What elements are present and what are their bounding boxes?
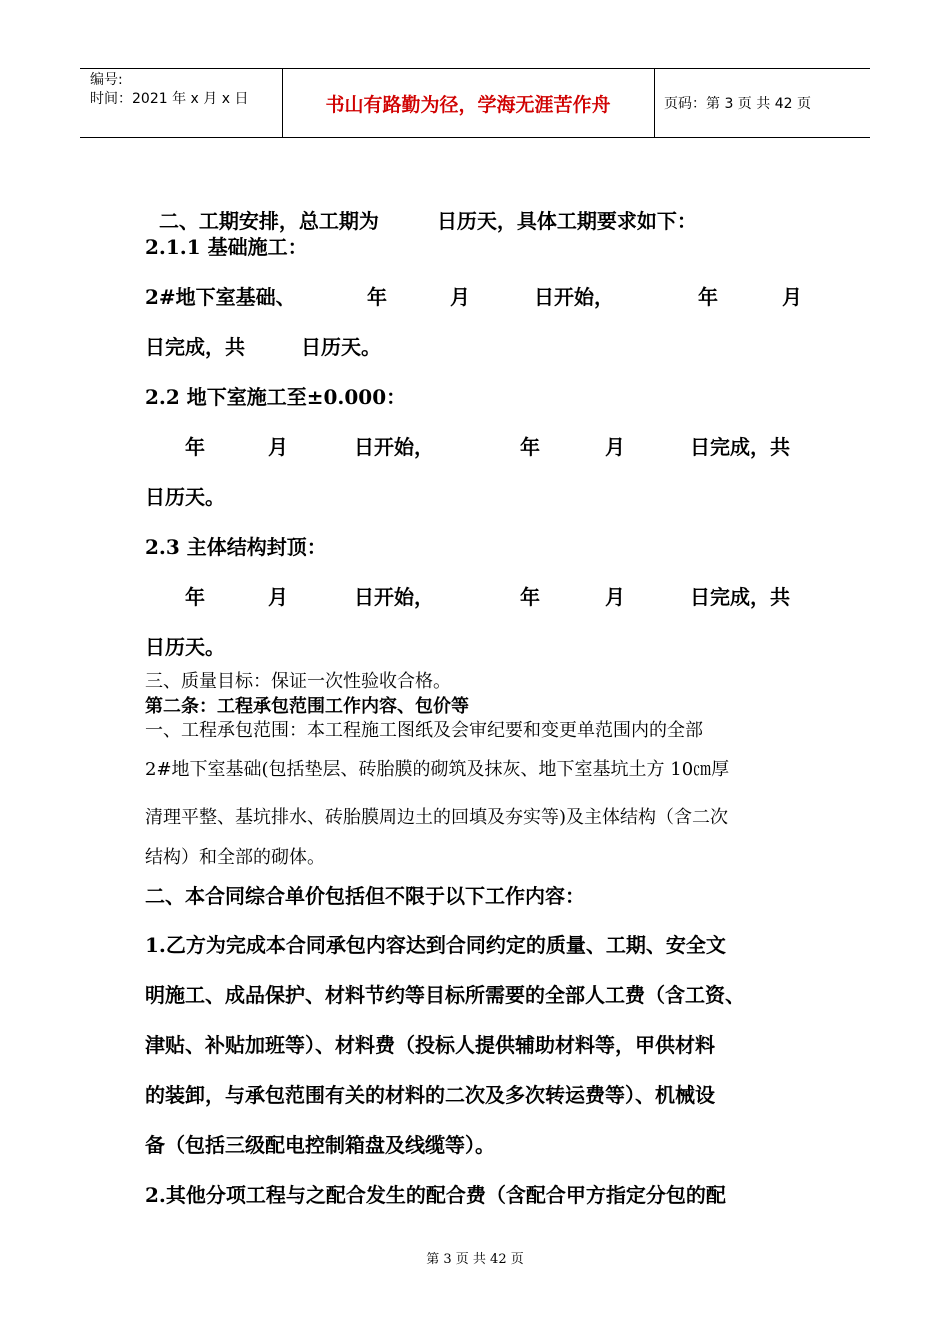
line-9-text: 日开始， [354, 585, 434, 609]
item-1-line: 津贴、补贴加班等）、材料费（投标人提供辅助材料等，甲供材料 [145, 1033, 715, 1057]
line-3-text: 日开始， [534, 285, 614, 309]
scope-paragraph-line: 一、工程承包范围：本工程施工图纸及会审纪要和变更单范围内的全部 [145, 720, 703, 741]
line-3-text: 月 [782, 285, 802, 309]
line-9-text: 日完成，共 [690, 585, 790, 609]
item-1-line: 备（包括三级配电控制箱盘及线缆等）。 [145, 1133, 495, 1157]
item-1-line: 明施工、成品保护、材料节约等目标所需要的全部人工费（含工资、 [145, 983, 745, 1007]
header-divider [654, 69, 655, 137]
line-6-text: 年 [185, 435, 205, 459]
header-motto: 书山有路勤为径，学海无涯苦作舟 [325, 93, 611, 116]
line-6-text: 月 [268, 435, 288, 459]
document-number-label: 编号: [90, 72, 123, 88]
document-time-label: 时间：2021 年 x 月 x 日 [90, 91, 249, 107]
line-3-text: 月 [450, 285, 470, 309]
line-3-text: 年 [698, 285, 718, 309]
page-header [80, 68, 870, 138]
line-9-text: 年 [185, 585, 205, 609]
line-6-text: 月 [605, 435, 625, 459]
unit-price-heading: 二、本合同综合单价包括但不限于以下工作内容： [145, 884, 585, 908]
line-6-text: 年 [520, 435, 540, 459]
line-6-text: 日开始， [354, 435, 434, 459]
line-4-text: 日历天。 [301, 335, 381, 359]
section-2-2-heading: 2.2 地下室施工至±0.000： [145, 385, 407, 409]
item-2-line: 2.其他分项工程与之配合发生的配合费（含配合甲方指定分包的配 [145, 1183, 726, 1207]
section-2-3-heading: 2.3 主体结构封顶： [145, 535, 327, 559]
quality-target: 三、质量目标：保证一次性验收合格。 [145, 671, 451, 692]
line-3-text: 2#地下室基础、 [145, 285, 296, 309]
line-6-text: 日完成，共 [690, 435, 790, 459]
article-2-heading: 第二条：工程承包范围工作内容、包价等 [145, 696, 469, 717]
scope-paragraph-line: 结构）和全部的砌体。 [145, 847, 325, 868]
line-4-text: 日完成，共 [145, 335, 245, 359]
item-1-line: 1.乙方为完成本合同承包内容达到合同约定的质量、工期、安全文 [145, 933, 726, 957]
line-10-text: 日历天。 [145, 635, 225, 659]
scope-paragraph-line: 清理平整、基坑排水、砖胎膜周边土的回填及夯实等)及主体结构（含二次 [145, 807, 729, 828]
line-7-text: 日历天。 [145, 485, 225, 509]
line-9-text: 年 [520, 585, 540, 609]
scope-paragraph-line: 2#地下室基础(包括垫层、砖胎膜的砌筑及抹灰、地下室基坑土方 10㎝厚 [145, 759, 730, 780]
header-meta [90, 71, 248, 109]
schedule-heading: 二、工期安排，总工期为 日历天，具体工期要求如下： [158, 209, 697, 233]
item-1-line: 的装卸，与承包范围有关的材料的二次及多次转运费等）、机械设 [145, 1083, 715, 1107]
line-9-text: 月 [268, 585, 288, 609]
header-page-label: 页码：第 3 页 共 42 页 [664, 96, 811, 112]
page-footer: 第 3 页 共 42 页 [426, 1252, 524, 1267]
line-9-text: 月 [605, 585, 625, 609]
section-2-1-1-heading: 2.1.1 基础施工： [145, 235, 308, 259]
line-3-text: 年 [367, 285, 387, 309]
